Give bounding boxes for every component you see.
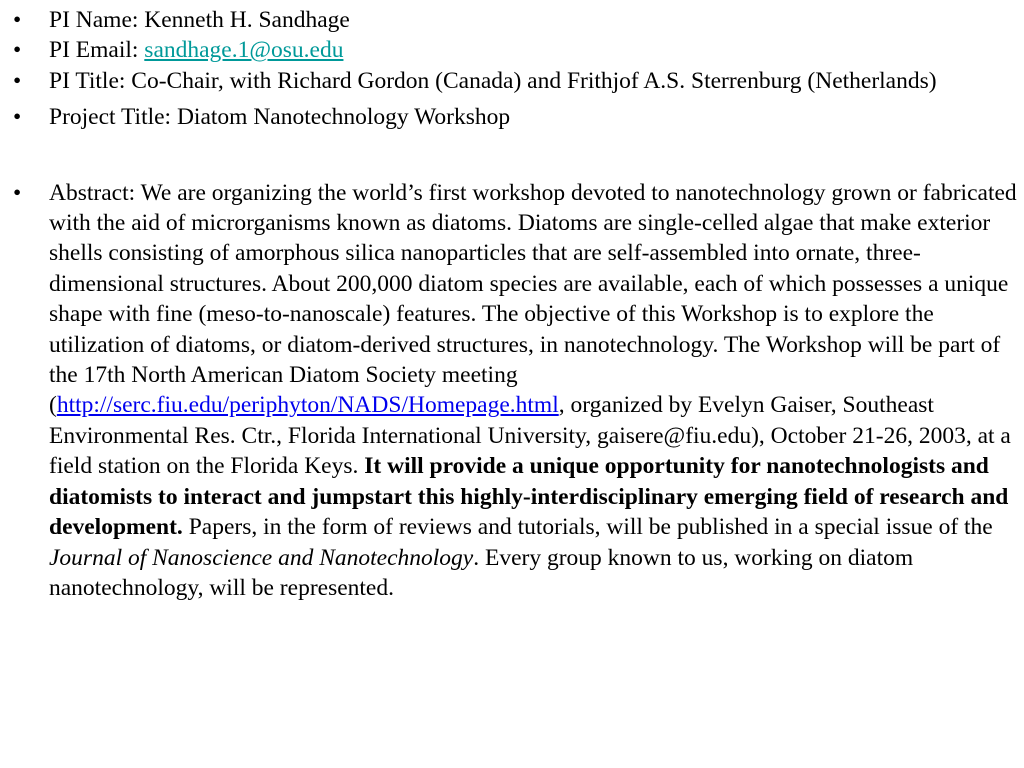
project-title-text: Project Title: Diatom Nanotechnology Workshop	[49, 104, 511, 131]
bullet-list	[0, 5, 1020, 603]
journal-name: Journal of Nanoscience and Nanotechnology	[49, 544, 474, 571]
pi-name-text: PI Name: Kenneth H. Sandhage	[49, 7, 350, 33]
abstract-text-4: . Every group known to us, working on diatom nanotechnology, will be represented.	[49, 544, 914, 601]
abstract-text-1: Abstract: We are organizing the world’s first workshop devoted to nanotechnology grown or fabricated with the aid of microrganisms known as diatoms. Diatoms are single-celled algae that make exterior shells consisting of amorphous silica nanoparticles that are self-assembled into ornate, three-dimensional structures. About 200,000 diatom species are available, each of which possesses a unique shape with fine (meso-to-nanoscale) features. The objective of this Workshop is to explore the utilization of diatoms, or diatom-derived structures, in nanotechnology. The Workshop will be part of the 17th North American Diatom Society meeting (	[49, 179, 1017, 419]
abstract-text-2: , organized by Evelyn Gaiser, Southeast Environmental Res. Ctr., Florida International University, gaisere@fiu.edu), October 21-26, 2003, at a field station on the Florida Keys.	[49, 392, 1011, 480]
pi-title-item	[0, 66, 1020, 96]
pi-email-item	[0, 35, 1020, 65]
pi-title-text: PI Title: Co-Chair, with Richard Gordon (Canada) and Frithjof A.S. Sterrenburg (Netherlands)	[49, 67, 937, 94]
abstract-text-3: Papers, in the form of reviews and tutorials, will be published in a special issue of the	[182, 514, 993, 541]
abstract-item	[0, 178, 1020, 604]
project-title-item	[0, 102, 1020, 132]
pi-email-label: PI Email:	[49, 37, 145, 64]
pi-email-link[interactable]: sandhage.1@osu.edu	[144, 37, 344, 64]
nads-homepage-link[interactable]: http://serc.fiu.edu/periphyton/NADS/Homepage.html	[56, 392, 559, 419]
abstract-bold-text: It will provide a unique opportunity for nanotechnologists and diatomists to interact and jumpstart this highly-interdisciplinary emerging field of research and development.	[49, 453, 1009, 541]
pi-name-item	[0, 5, 1020, 35]
